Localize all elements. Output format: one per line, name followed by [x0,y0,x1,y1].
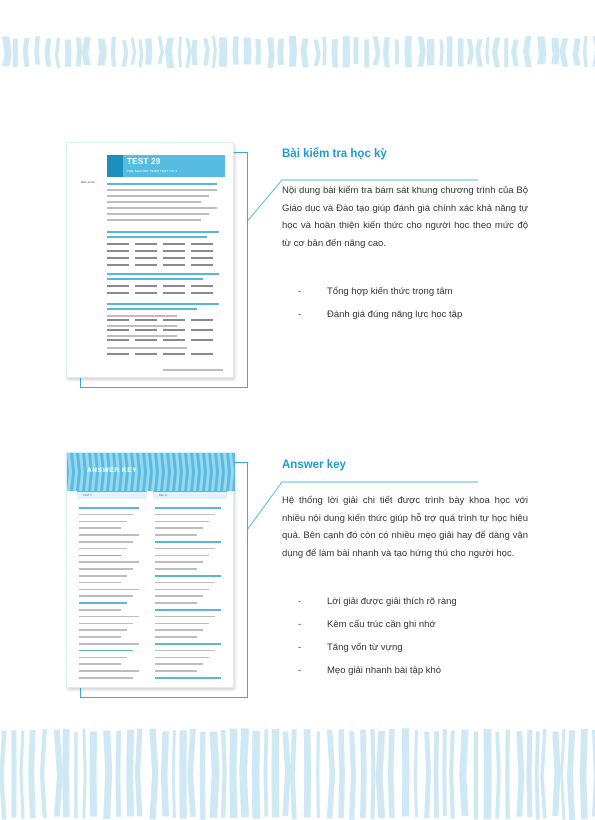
bullet-text: Lời giải được giải thích rõ ràng [327,596,457,607]
stripe [370,729,375,819]
stripe [458,38,464,66]
stripe [277,39,284,65]
text-line [79,514,133,516]
text-line [163,285,185,287]
stripe [219,38,227,67]
stripe [138,39,143,67]
section-description-test: Nội dung bài kiểm tra bám sát khung chương trình của Bộ Giáo dục và Đào tạo giúp đánh giá chính xác khả năng tự học và hoàn thiện kiến thức cho người học theo mức độ từ cơ bản đến nâng cao. [282,185,528,249]
text-line [155,568,197,570]
stripe [89,731,97,816]
text-line [155,629,203,631]
stripe [54,730,63,817]
text-line [155,616,215,618]
stripe [290,730,297,820]
stripe [74,732,78,818]
text-line [79,534,139,536]
stripe [572,39,580,66]
text-line [135,339,157,341]
stripe [185,38,191,68]
text-line [155,657,209,659]
stripe [187,729,195,817]
stripe [300,39,308,68]
text-line [163,329,185,331]
text-line [79,616,139,618]
test-subtitle: THE SECOND TERM TEST NO.3 [127,169,178,173]
section-title-answer: Answer key [282,459,346,471]
bullet-dash: - [298,642,302,653]
text-line [155,541,221,543]
stripe [76,38,83,67]
stripe [459,730,468,816]
text-line [155,677,221,679]
test-header-bar [107,155,225,177]
stripe [418,37,426,67]
text-line [155,623,209,625]
stripe [252,731,260,819]
text-line [107,201,201,203]
text-line [79,657,127,659]
stripe [360,729,367,818]
stripe [404,36,412,67]
stripe [82,37,91,65]
stripe [289,36,297,67]
text-line [155,643,221,645]
stripe [516,731,524,817]
stripe [116,731,122,817]
stripe [210,731,220,817]
stripe [331,39,338,67]
text-line [135,329,157,331]
text-line [107,219,201,221]
stripe [111,37,117,67]
bullet-dash: - [298,619,302,630]
stripe [233,36,239,64]
text-line [155,507,221,509]
stripe-pattern [0,36,595,68]
text-line [79,595,133,597]
text-line [163,257,185,259]
text-line [191,319,213,321]
bullet-dash: - [298,665,302,676]
stripe [540,729,546,818]
stripe [65,40,72,67]
test-badge-icon [107,155,123,177]
text-line [79,582,121,584]
stripe [353,37,358,64]
stripe [402,728,410,816]
text-line [163,353,185,355]
stripe [0,731,7,820]
stripe [492,38,500,68]
text-line [79,568,133,570]
text-line [155,663,203,665]
text-line [79,521,127,523]
stripe [442,729,446,816]
text-line [155,575,221,577]
stripe [434,731,440,818]
text-line [107,213,209,215]
bullet-dash: - [298,309,302,320]
text-line [155,602,197,604]
stripe [349,731,356,820]
stripe [467,39,474,65]
answer-tab-right-label: Đáp án [159,494,168,497]
stripe [327,730,335,819]
text-line [107,236,207,238]
stripe [424,732,431,818]
text-line [79,589,139,591]
stripe [212,36,217,68]
stripe [484,729,492,819]
text-line [107,347,187,349]
text-line [107,195,209,197]
stripe [485,37,489,64]
text-line [79,602,127,604]
test-title: TEST 29 [127,157,161,166]
stripe [19,731,24,819]
stripe [267,38,275,68]
answer-tab-left-label: TEST 1 [83,494,92,497]
stripe [383,37,390,67]
text-line [135,257,157,259]
stripe [537,36,547,64]
bullet-dash: - [298,596,302,607]
text-line [163,264,185,266]
text-line [191,353,213,355]
text-line [135,285,157,287]
text-line [155,582,215,584]
stripe [567,730,575,820]
bullet-item [298,284,462,307]
stripe [13,38,18,67]
text-line [191,257,213,259]
stripe [552,732,560,817]
stripe [178,37,182,67]
stripe [229,729,237,818]
text-line [79,555,121,557]
text-line [107,353,129,355]
text-line [191,339,213,341]
stripe-pattern [0,728,595,820]
stripe [165,38,174,68]
text-line [155,670,197,672]
bullet-text: Kèm cấu trúc cần ghi nhớ [327,619,436,630]
text-line [135,250,157,252]
text-line [191,285,213,287]
text-line [155,514,215,516]
stripe [535,731,540,819]
text-line [155,595,203,597]
text-line [79,609,121,611]
text-line [163,250,185,252]
text-line [107,189,217,191]
bottom-stripe-band [0,728,595,820]
stripe [40,729,47,818]
text-line [107,231,219,233]
stripe [271,729,279,817]
text-line [79,548,127,550]
stripe [511,40,519,66]
stripe [373,36,381,65]
stripe [474,731,479,819]
stripe [2,36,12,66]
text-line [155,548,215,550]
stripe [172,730,176,818]
stripe [264,729,269,816]
bullet-item [298,594,457,617]
text-line [135,319,157,321]
stripe [376,731,385,818]
text-line [155,636,197,638]
stripe [44,38,51,66]
stripe [388,729,395,818]
text-line [163,339,185,341]
stripe [243,38,251,65]
stripe [82,728,86,818]
stripe [23,38,30,67]
bullet-text: Tăng vốn từ vựng [327,642,403,653]
stripe [505,730,510,820]
stripe [161,731,169,816]
text-line [107,183,217,185]
stripe [475,39,483,66]
stripe [179,730,186,818]
stripe [126,730,134,817]
stripe [560,729,565,820]
stripe [504,38,508,67]
stripe [316,732,320,818]
top-stripe-band [0,36,595,68]
bullet-item [298,307,462,330]
text-line [135,353,157,355]
stripe [103,730,112,819]
text-line [191,243,213,245]
text-line [79,541,133,543]
text-line [107,339,129,341]
text-line [107,335,177,337]
stripe [145,38,152,64]
stripe [11,730,16,818]
text-line [163,243,185,245]
bullet-item [298,663,457,686]
text-line [191,292,213,294]
stripe [158,36,165,64]
stripe [551,38,559,64]
answer-title: ANSWER KEY [87,467,138,474]
text-line [79,623,133,625]
stripe [322,37,326,66]
text-line [79,636,121,638]
text-line [107,319,129,321]
text-line [107,315,177,317]
stripe [304,729,311,817]
stripe [439,40,443,66]
stripe [580,729,588,820]
stripe [523,36,532,67]
bullet-dash: - [298,286,302,297]
text-line [107,329,129,331]
text-line [135,264,157,266]
bullet-text: Tổng hợp kiến thức trọng tâm [327,286,453,297]
text-line [155,561,203,563]
stripe [135,728,143,816]
section-title-test: Bài kiểm tra học kỳ [282,148,387,160]
stripe [414,730,418,817]
text-line [107,308,197,310]
stripe [200,732,206,820]
text-line [155,521,209,523]
stripe [583,36,588,67]
text-line [155,527,203,529]
section-description-answer: Hệ thống lời giải chi tiết được trình bày khoa học với nhiều nội dung kiến thức giúp hỗ trợ quá trình tự học hiệu quả. Bên cạnh đó còn có nhiều mẹo giải hay để dàng vận dụng để làm bài nhanh và tạo hứng thú cho người học. [282,495,528,559]
bullet-text: Mẹo giải nhanh bài tập khó [327,665,442,676]
stripe [495,732,500,818]
text-line [155,534,197,536]
text-line [107,207,217,209]
thumbnail-front-page [66,142,234,378]
text-line [155,589,209,591]
stripe [447,36,453,66]
text-line [79,527,121,529]
text-line [107,292,129,294]
stripe [314,40,321,67]
stripe [526,730,532,817]
bullet-text: Đánh giá đúng năng lực học tập [327,309,463,320]
stripe [55,38,60,68]
stripe [338,729,345,818]
text-line [163,369,223,371]
stripe [28,730,35,818]
stripe [343,36,350,67]
text-line [79,670,139,672]
thumbnail-front-page [66,452,234,688]
stripe [427,39,435,65]
text-line [155,555,209,557]
text-line [107,273,219,275]
stripe [221,730,227,818]
stripe [449,731,455,819]
stripe [131,38,137,65]
stripe [122,40,129,67]
bullet-item [298,617,457,640]
text-line [155,609,221,611]
bullet-item [298,640,457,663]
stripe [559,38,568,66]
text-line [107,278,203,280]
text-line [79,650,133,652]
stripe [203,39,210,66]
text-line [79,507,139,509]
stripe [255,39,261,65]
text-line [135,292,157,294]
text-line [79,663,121,665]
text-line [191,250,213,252]
stripe [239,728,249,817]
stripe [97,39,106,66]
stripe [34,36,40,64]
stripe [282,731,290,816]
text-line [191,264,213,266]
text-line [163,292,185,294]
text-line [79,561,139,563]
stripe [149,729,158,820]
text-line [155,650,215,652]
text-line [107,325,177,327]
stripe [364,39,369,67]
text-line [107,250,129,252]
text-line [107,243,129,245]
test-side-label: Điểm thi bài [81,181,95,184]
text-line [79,677,133,679]
text-line [79,629,127,631]
text-line [107,264,129,266]
stripe [191,40,197,65]
text-line [79,643,139,645]
stripe [62,729,70,817]
text-line [107,257,129,259]
text-line [107,303,219,305]
bullet-list-test [298,284,462,330]
text-line [163,319,185,321]
bullet-list-answer [298,594,457,686]
text-line [191,329,213,331]
stripe [395,39,399,64]
text-line [135,243,157,245]
text-line [79,575,127,577]
text-line [107,285,129,287]
